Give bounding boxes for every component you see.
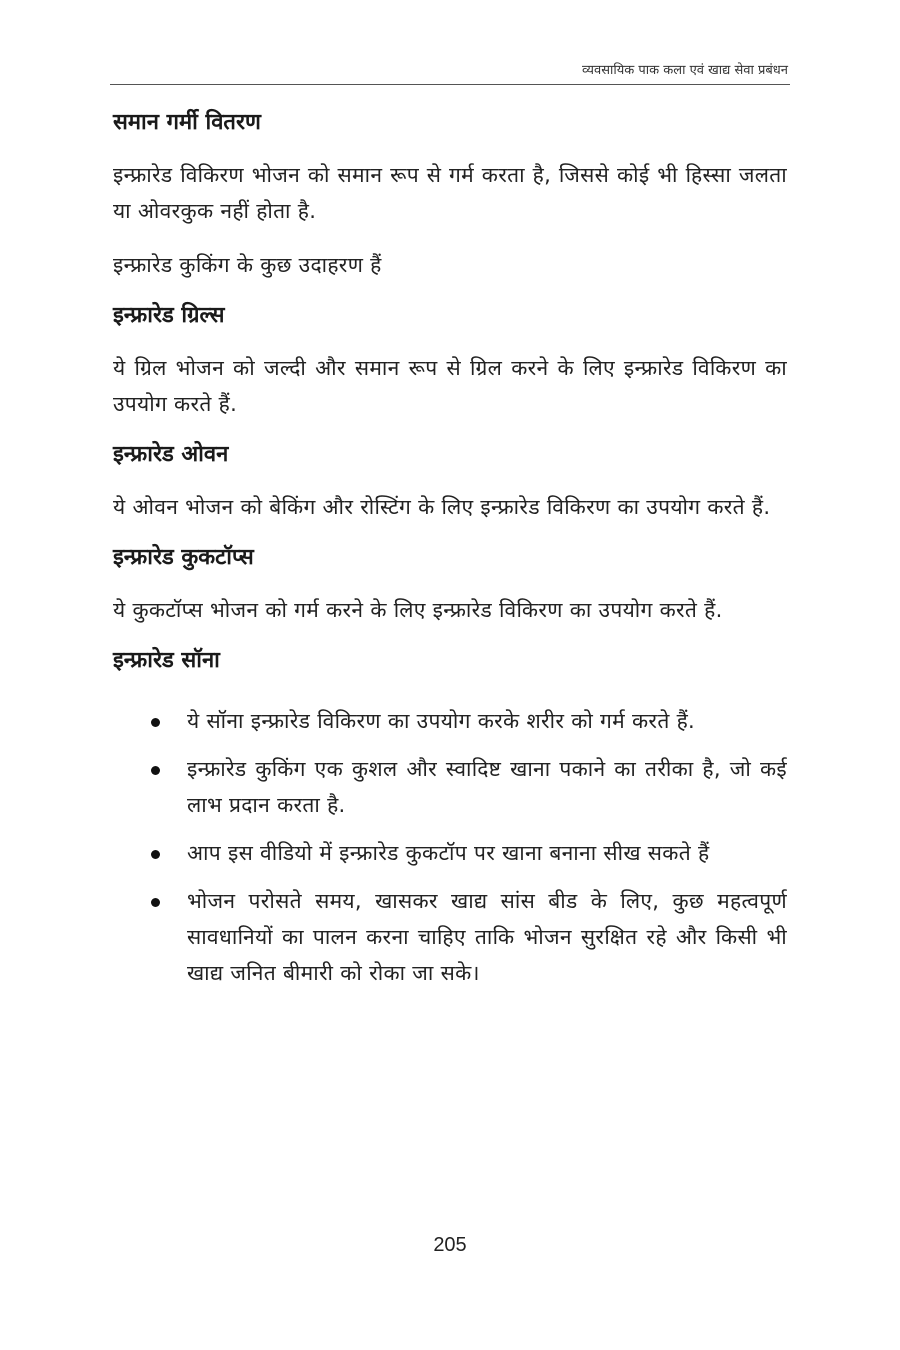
page-number: 205 xyxy=(433,1234,467,1256)
list-item xyxy=(113,751,787,823)
list-item-text: आप इस वीडियो में इन्फ्रारेड कुकटॉप पर खाना बनाना सीख सकते हैं xyxy=(187,841,710,866)
section-heading-infrared-oven: इन्फ्रारेड ओवन xyxy=(113,442,229,468)
section-heading-infrared-cooktops: इन्फ्रारेड कुकटॉप्स xyxy=(113,545,254,571)
section-heading-infrared-sauna: इन्फ्रारेड सॉना xyxy=(113,647,220,673)
page-content xyxy=(113,108,787,1004)
bullet-list xyxy=(113,703,787,992)
list-item-text: इन्फ्रारेड कुकिंग एक कुशल और स्वादिष्ट खाना पकाने का तरीका है, जो कई लाभ प्रदान करता है. xyxy=(187,756,787,817)
list-item xyxy=(113,703,787,739)
list-item xyxy=(113,835,787,871)
bullet-icon xyxy=(151,718,160,727)
bullet-icon xyxy=(151,766,160,775)
section-heading-uniform-heat: समान गर्मी वितरण xyxy=(113,110,261,135)
paragraph: ये ओवन भोजन को बेकिंग और रोस्टिंग के लिए इन्फ्रारेड विकिरण का उपयोग करते हैं. xyxy=(113,494,771,519)
section-heading-infrared-grills: इन्फ्रारेड ग्रिल्स xyxy=(113,303,225,329)
page-header xyxy=(110,56,790,85)
paragraph: इन्फ्रारेड विकिरण भोजन को समान रूप से गर्म करता है, जिससे कोई भी हिस्सा जलता या ओवरकुक नहीं होता है. xyxy=(113,162,787,223)
list-item xyxy=(113,883,787,991)
bullet-icon xyxy=(151,898,160,907)
running-title: व्यवसायिक पाक कला एवं खाद्य सेवा प्रबंधन xyxy=(582,63,788,78)
paragraph: ये कुकटॉप्स भोजन को गर्म करने के लिए इन्फ्रारेड विकिरण का उपयोग करते हैं. xyxy=(113,597,723,622)
list-item-text: भोजन परोसते समय, खासकर खाद्य सांस बीड के लिए, कुछ महत्वपूर्ण सावधानियों का पालन करना चाहिए ताकि भोजन सुरक्षित रहे और किसी भी खाद्य जनित बीमारी को रोका जा सके। xyxy=(187,889,787,986)
bullet-icon xyxy=(151,850,160,859)
list-item-text: ये सॉना इन्फ्रारेड विकिरण का उपयोग करके शरीर को गर्म करते हैं. xyxy=(187,708,695,733)
paragraph: ये ग्रिल भोजन को जल्दी और समान रूप से ग्रिल करने के लिए इन्फ्रारेड विकिरण का उपयोग करते हैं. xyxy=(113,355,787,417)
paragraph: इन्फ्रारेड कुकिंग के कुछ उदाहरण हैं xyxy=(113,253,382,278)
